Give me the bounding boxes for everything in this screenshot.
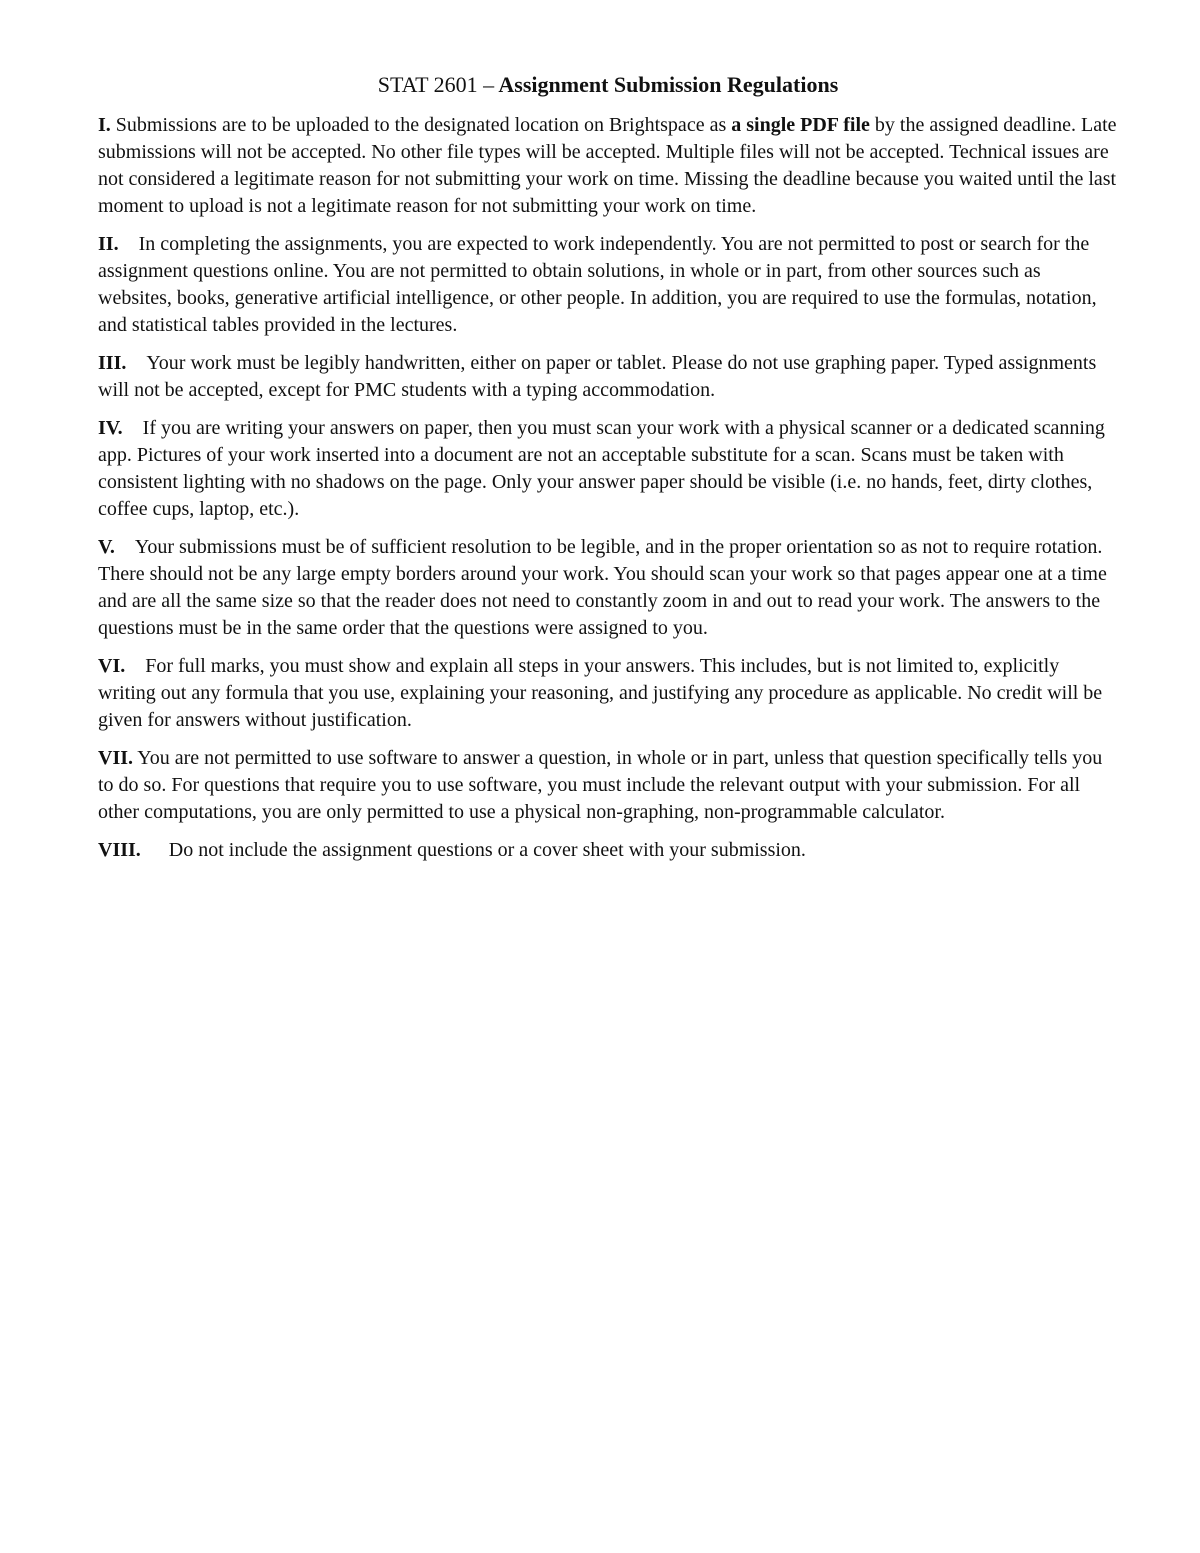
rule-text: In completing the assignments, you are expected to work independently. You are not permitted to post or search for the assignment questions online. You are not permitted to obtain solutions, in whole or in part, from other sources such as websites, books, generative artificial intelligence, or other people. In addition, you are required to use the formulas, notation, and statistical tables provided in the lectures. [98,233,1097,336]
rule-label: I. [98,114,111,136]
rule-label: VII. [98,747,134,769]
rule-label: III. [98,352,127,374]
rule-2 [98,231,1118,339]
rule-5 [98,534,1118,642]
document-page [98,70,1118,875]
rule-label: VI. [98,655,126,677]
rule-label: IV. [98,417,123,439]
rule-7 [98,745,1118,826]
rule-label: V. [98,536,115,558]
rule-text: You are not permitted to use software to answer a question, in whole or in part, unless that question specifically tells you to do so. For questions that require you to use software, you must include the relevant output with your submission. For all other computations, you are only permitted to use a physical non-graphing, non-programmable calculator. [98,747,1103,823]
title-main: Assignment Submission Regulations [498,72,839,97]
rule-text: Your submissions must be of sufficient resolution to be legible, and in the proper orientation so as not to require rotation. There should not be any large empty borders around your work. You should scan your work so that pages appear one at a time and are all the same size so that the reader does not need to constantly zoom in and out to read your work. The answers to the questions must be in the same order that the questions were assigned to you. [98,536,1107,639]
rule-text-before: Submissions are to be uploaded to the designated location on Brightspace as [115,114,727,136]
rule-text: For full marks, you must show and explain all steps in your answers. This includes, but is not limited to, explicitly writing out any formula that you use, explaining your reasoning, and justifying any procedure as applicable. No credit will be given for answers without justification. [98,655,1103,731]
page-title [98,70,1118,100]
rule-6 [98,653,1118,734]
rule-text: Do not include the assignment questions or a cover sheet with your submission. [168,839,806,861]
rule-3 [98,350,1118,404]
rule-label: II. [98,233,119,255]
rule-1 [98,112,1118,220]
rule-4 [98,415,1118,523]
rule-text: If you are writing your answers on paper, then you must scan your work with a physical scanner or a dedicated scanning app. Pictures of your work inserted into a document are not an acceptable substitute for a scan. Scans must be taken with consistent lighting with no shadows on the page. Only your answer paper should be visible (i.e. no hands, feet, dirty clothes, coffee cups, laptop, etc.). [98,417,1105,520]
title-prefix: STAT 2601 – [377,72,495,97]
rule-text: Your work must be legibly handwritten, either on paper or tablet. Please do not use graphing paper. Typed assignments will not be accepted, except for PMC students with a typing accommodation. [98,352,1097,401]
rule-emphasis: a single PDF file [731,114,870,136]
rule-text-after: by the assigned deadline. Late submissions will not be accepted. No other file types will be accepted. Multiple files will not be accepted. Technical issues are not considered a legitimate reason for not submitting your work on time. Missing the deadline because you waited until the last moment to upload is not a legitimate reason for not submitting your work on time. [98,114,1117,217]
rule-8 [98,837,1118,864]
rule-label: VIII. [98,839,141,861]
